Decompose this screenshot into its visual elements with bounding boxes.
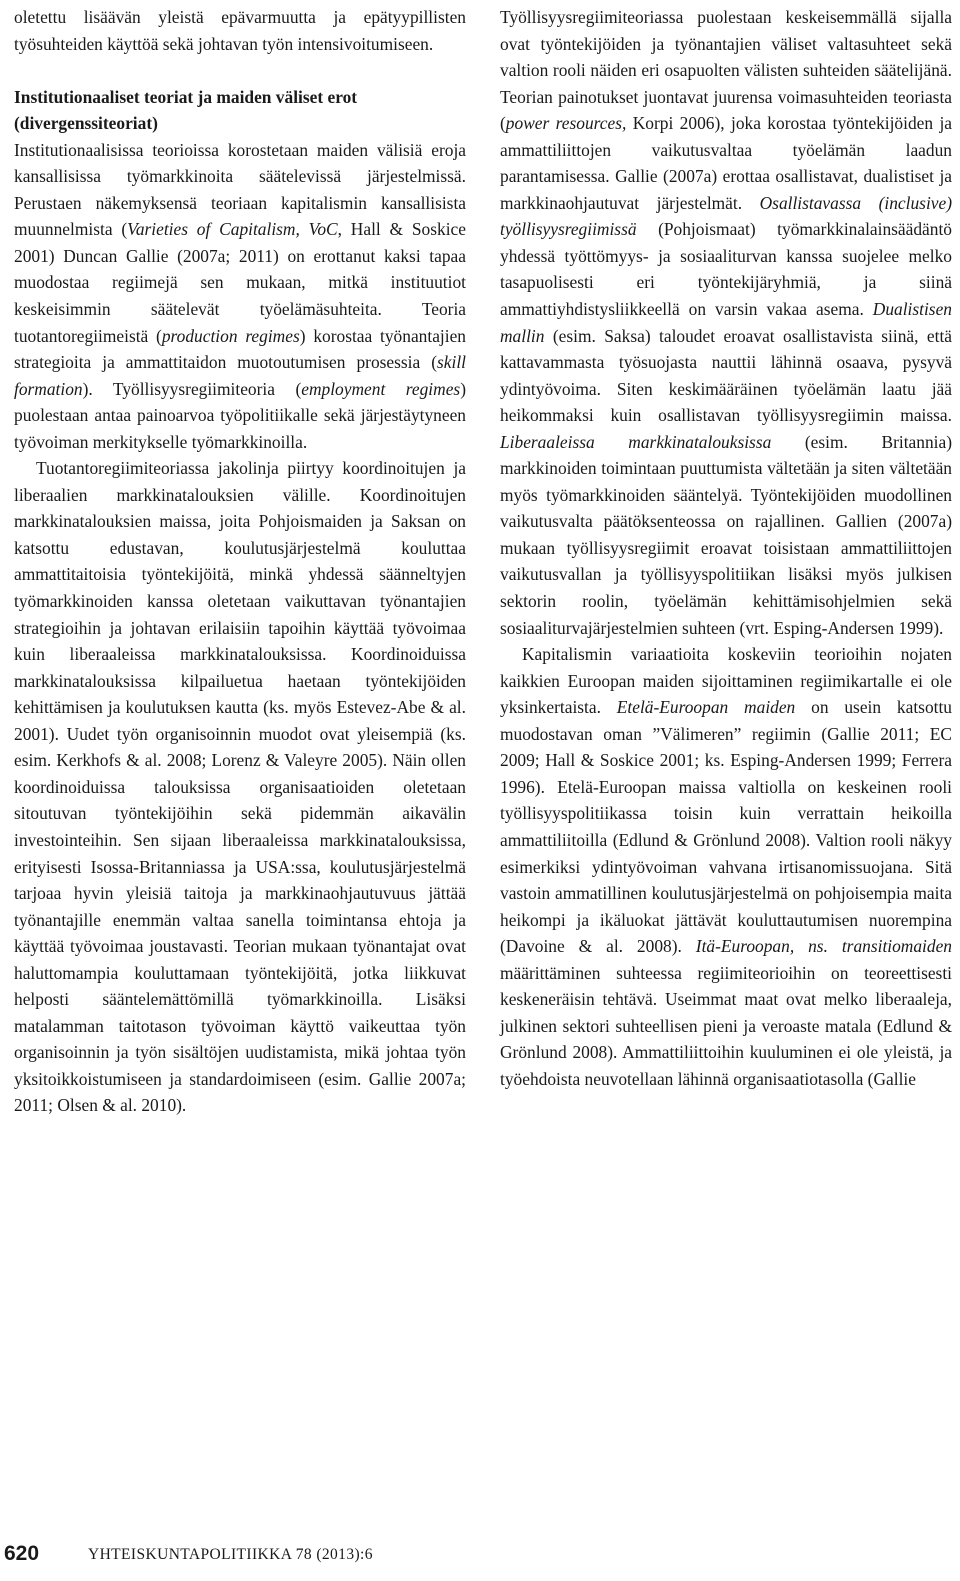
italic-term: Itä-Euroopan, ns. transitiomaiden <box>695 936 952 957</box>
italic-term: production regimes <box>161 325 300 346</box>
left-column <box>14 4 466 1119</box>
page-number: 620 <box>4 1542 40 1565</box>
italic-term: employment regimes <box>301 378 461 399</box>
italic-term: Osallistavassa (inclusive) työllisyysregiimissä <box>500 192 953 240</box>
body-paragraph-4: Kapitalismin variaatioita koskeviin teorioihin nojaten kaikkien Euroopan maiden sijoittaminen regiimikartalle ei ole yksinkertaista. Etelä-Euroopan maiden on usein katsottu muodostavan oman ”Välimeren” regiimin (Gallie 2011; EC 2009; Hall & Soskice 2001; ks. Esping-Andersen 1999; Ferrera 1996). Etelä-Euroopan maissa valtiolla on keskeinen rooli työllisyyspolitiikassa toisin kuin verrattain heikoilla ammattiliitoilla (Edlund & Grönlund 2008). Valtion rooli näkyy esimerkiksi ydintyövoiman vahvana irtisanomissuojana. Sitä vastoin ammatillinen koulutusjärjestelmä on pohjoisempia maita heikompi ja ikäluokat jättävät kouluttautumisen nuorempina (Davoine & al. 2008). Itä-Euroopan, ns. transitiomaiden määrittäminen suhteessa regiimiteorioihin on teoreettisesti keskeneräisin tehtävä. Useimmat maat ovat melko liberaaleja, julkinen sektori suhteellisen pieni ja veroaste matala (Edlund & Grönlund 2008). Ammattiliittoihin kuuluminen ei ole yleistä, ja työehdoista neuvotellaan lähinnä organisaatiotasolla (Gallie <box>500 644 952 1089</box>
section-heading: Institutionaaliset teoriat ja maiden väliset erot (divergenssiteoriat) <box>14 86 358 134</box>
body-paragraph-3: Työllisyysregiimiteoriassa puolestaan keskeisemmällä sijalla ovat työntekijöiden ja työnantajien väliset valtasuhteet sekä valtion rooli näiden eri osapuolten välisten suhteiden säätelijänä. Teorian painotukset juontavat juurensa voimasuhteiden teoriasta (power resources, Korpi 2006), joka korostaa työntekijöiden ja ammattiliittojen vaikutusvaltaa työelämän laadun parantamisessa. Gallie (2007a) erottaa osallistavat, dualistiset ja markkinaohjautuvat järjestelmät. Osallistavassa (inclusive) työllisyysregiimissä (Pohjoismaat) työmarkkinalainsäädäntö yhdessä työttömyys- ja sosiaaliturvan kanssa suojelee melko tasapuolisesti eri työntekijäryhmiä, ja siinä ammattiyhdistysliikkeellä on varsin vakaa asema. Dualistisen mallin (esim. Saksa) taloudet eroavat osallistavista siinä, että kattavammasta työsuojasta nauttii lähinnä osaava, pysyvä ydintyövoima. Siten keskimääräinen työelämän laatu jää heikommaksi kuin osallistavan työllisyysregiimin maissa. Liberaaleissa markkinatalouksissa (esim. Britannia) markkinoiden toimintaan puuttumista vältetään ja siten vältetään myös työmarkkinoiden sääntelyä. Työntekijöiden muodollinen vaikutusvalta päätöksenteossa on rajallinen. Gallien (2007a) mukaan työllisyysregiimit eroavat toisistaan ammattiliittojen vaikutusvallan ja työllisyyspolitiikan lisäksi myös julkisen sektorin roolin, työelämän kehittämisohjelmien sekä sosiaaliturvajärjestelmien suhteen (vrt. Esping-Andersen 1999). <box>500 7 953 638</box>
body-paragraph-2: Tuotantoregiimiteoriassa jakolinja piirtyy koordinoitujen ja liberaalien markkinatalouksien välille. Koordinoitujen markkinatalouksien maissa, joita Pohjoismaiden ja Saksan on katsottu edustavan, koulutusjärjestelmä kouluttaa ammattitaitoisia työntekijöitä, minkä yhdessä säänneltyjen työmarkkinoiden kanssa oletetaan vaikuttavan työnantajien strategioihin ja johtavan erilaisiin tapoihin käyttää työvoimaa kuin liberaaleissa markkinatalouksissa. Koordinoiduissa markkinatalouksissa kilpailuetua haetaan työntekijöiden kehittämisen ja koulutuksen kautta (ks. myös Estevez-Abe & al. 2001). Uudet työn organisoinnin muodot ovat yleisempiä (ks. esim. Kerkhofs & al. 2008; Lorenz & Valeyre 2005). Näin ollen koordinoiduissa talouksissa organisaatioiden oletetaan sitoutuvan työntekijöihin sekä pidemmän aikavälin investointeihin. Sen sijaan liberaaleissa markkinatalouksissa, erityisesti Isossa-Britanniassa ja USA:ssa, koulutusjärjestelmä tarjoaa hyvin yleisiä taitoja ja markkinaohjautuvuus jättää työnantajille enemmän valtaa sanella toimintansa ehtoja ja käyttää työvoimaa joustavasti. Teorian mukaan työnantajat ovat haluttomampia kouluttamaan työntekijöitä, jotka liikkuvat helposti sääntelemättömillä työmarkkinoilla. Lisäksi matalamman taitotason työvoiman käyttö vaikeuttaa työn organisoinnin ja työn sisältöjen uudistamista, mikä johtaa työn yksitoikkoistumiseen ja standardoimiseen (esim. Gallie 2007a; 2011; Olsen & al. 2010). <box>14 458 466 1116</box>
italic-term: skill formation <box>14 352 466 399</box>
italic-term: Liberaaleissa markkinatalouksissa <box>500 431 772 452</box>
right-column <box>500 4 952 1092</box>
italic-term: Etelä-Euroopan maiden <box>616 697 796 718</box>
page-footer <box>0 1536 960 1576</box>
journal-name: YHTEISKUNTAPOLITIIKKA 78 (2013):6 <box>88 1546 373 1563</box>
body-paragraph-1: Institutionaalisissa teorioissa korostetaan maiden välisiä eroja kansallisissa työmarkkinoita säätelevissä järjestelmissä. Perustaen näkemyksensä teoriaan kapitalismin kansallisista muunnelmista (Varieties of Capitalism, VoC, Hall & Soskice 2001) Duncan Gallie (2007a; 2011) on erottanut kaksi tapaa muodostaa regiimejä sen mukaan, mitkä instituutiot keskeisimmin säätelevät työelämäsuhteita. Teoria tuotantoregiimeistä (production regimes) korostaa työnantajien strategioita ja ammattitaidon muotoutumisen prosessia (skill formation). Työllisyysregiimiteoria (employment regimes) puolestaan antaa painoarvoa työpolitiikalle sekä järjestäytyneen työvoiman merkitykselle työmarkkinoilla. <box>14 139 466 452</box>
italic-term: Varieties of Capitalism, VoC <box>127 219 338 240</box>
intro-paragraph: oletettu lisäävän yleistä epävarmuutta ja epätyypillisten työsuhteiden käyttöä sekä johtavan työn intensivoitumiseen. <box>14 7 466 54</box>
italic-term: power resources, <box>505 113 627 134</box>
italic-term: Dualistisen mallin <box>500 299 952 346</box>
